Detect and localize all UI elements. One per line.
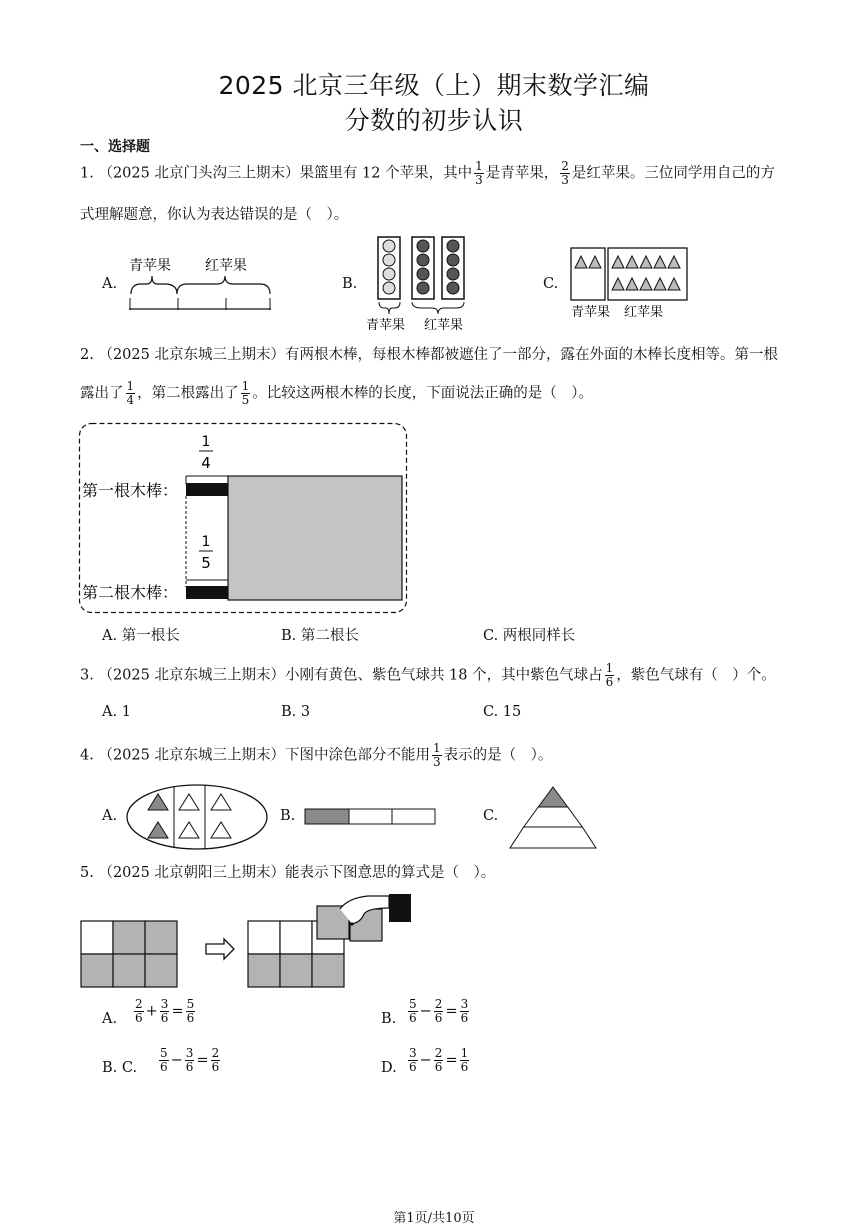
svg-text:青苹果: 青苹果 <box>366 318 406 333</box>
fraction: $\frac{1}{3}$ <box>475 159 483 187</box>
q3-option-c[interactable]: C. 15 <box>483 704 522 720</box>
q4-option-a-label: A. <box>102 808 118 824</box>
q5-option-c-expression[interactable]: $\frac{5}{6}$ − $\frac{3}{6}$ = $\frac{2}{6}$ <box>160 1046 220 1074</box>
q4-option-c-label: C. <box>483 808 499 824</box>
q5-option-b-label: B. <box>381 1011 397 1027</box>
q5-grid-figure <box>78 890 422 990</box>
q3-option-b[interactable]: B. 3 <box>281 704 311 720</box>
q2-option-c[interactable]: C. 两根同样长 <box>483 628 576 644</box>
q1-option-c-triangle-figure <box>567 244 692 322</box>
fig-fraction-fifth-den: 5 <box>201 554 211 572</box>
page-subtitle: 分数的初步认识 <box>344 106 524 135</box>
q4-option-a-ellipse-figure <box>124 782 270 852</box>
q1-option-b-tube-figure <box>362 234 482 334</box>
question-1-line1: 1. （2025 北京门头沟三上期末）果篮里有 12 个苹果，其中 $\frac{1}{3}$ 是青苹果， $\frac{2}{3}$ 是红苹果。三位同学用自己的方 <box>80 159 775 187</box>
q5-option-d-label: D. <box>381 1060 397 1076</box>
svg-text:红苹果: 红苹果 <box>424 318 464 333</box>
q5-option-a-expression[interactable]: $\frac{2}{6}$ + $\frac{3}{6}$ = $\frac{5}{6}$ <box>135 997 195 1025</box>
q2-option-a[interactable]: A. 第一根长 <box>102 628 180 644</box>
page-title: 2025 北京三年级（上）期末数学汇编 <box>218 71 650 100</box>
question-1-line2: 式理解题意，你认为表达错误的是（ ）。 <box>80 207 349 223</box>
fig-fraction-quarter-num: 1 <box>201 434 211 450</box>
q4-option-b-bar-figure <box>303 807 437 827</box>
q1-option-b-label: B. <box>342 276 358 292</box>
question-5: 5. （2025 北京朝阳三上期末）能表示下图意思的算式是（ ）。 <box>80 865 496 881</box>
stick-2-label: 第二根木棒： <box>82 583 179 602</box>
svg-text:红苹果: 红苹果 <box>624 305 664 320</box>
label-green-apple: 青苹果 <box>129 258 171 274</box>
q5-option-d-expression[interactable]: $\frac{3}{6}$ − $\frac{2}{6}$ = $\frac{1}{6}$ <box>409 1046 469 1074</box>
question-4: 4. （2025 北京东城三上期末）下图中涂色部分不能用 $\frac{1}{3}$ 表示的是（ ）。 <box>80 741 553 769</box>
q3-option-a[interactable]: A. 1 <box>102 704 131 720</box>
question-2-line1: 2. （2025 北京东城三上期末）有两根木棒，每根木棒都被遮住了一部分，露在外面的木棒长度相等。第一根 <box>80 347 778 363</box>
question-3: 3. （2025 北京东城三上期末）小刚有黄色、紫色气球共 18 个，其中紫色气球占 $\frac{1}{6}$ ，紫色气球有（ ）个。 <box>80 661 776 689</box>
q5-option-c-label: B. C. <box>102 1060 138 1076</box>
q2-sticks-figure <box>78 422 410 616</box>
q1-option-c-label: C. <box>543 276 559 292</box>
q4-option-c-triangle-figure <box>507 784 599 852</box>
q5-option-a-label: A. <box>102 1011 118 1027</box>
q1-option-a-label: A. <box>102 276 118 292</box>
fig-fraction-fifth-num: 1 <box>201 534 211 550</box>
label-red-apple: 红苹果 <box>205 258 247 274</box>
q4-option-b-label: B. <box>280 808 296 824</box>
q2-option-b[interactable]: B. 第二根长 <box>281 628 359 644</box>
svg-text:青苹果: 青苹果 <box>571 305 611 320</box>
q5-option-b-expression[interactable]: $\frac{5}{6}$ − $\frac{2}{6}$ = $\frac{3}{6}$ <box>409 997 469 1025</box>
question-2-line2: 露出了 $\frac{1}{4}$ ，第二根露出了 $\frac{1}{5}$ 。比较这两根木棒的长度，下面说法正确的是（ ）。 <box>80 379 594 407</box>
page-footer: 第1页/共10页 <box>393 1211 475 1226</box>
q1-option-a-brace-figure <box>125 252 275 314</box>
fig-fraction-quarter-den: 4 <box>201 454 211 472</box>
section-heading: 一、选择题 <box>80 139 150 155</box>
stick-1-label: 第一根木棒： <box>82 481 179 500</box>
fraction: $\frac{2}{3}$ <box>561 159 569 187</box>
